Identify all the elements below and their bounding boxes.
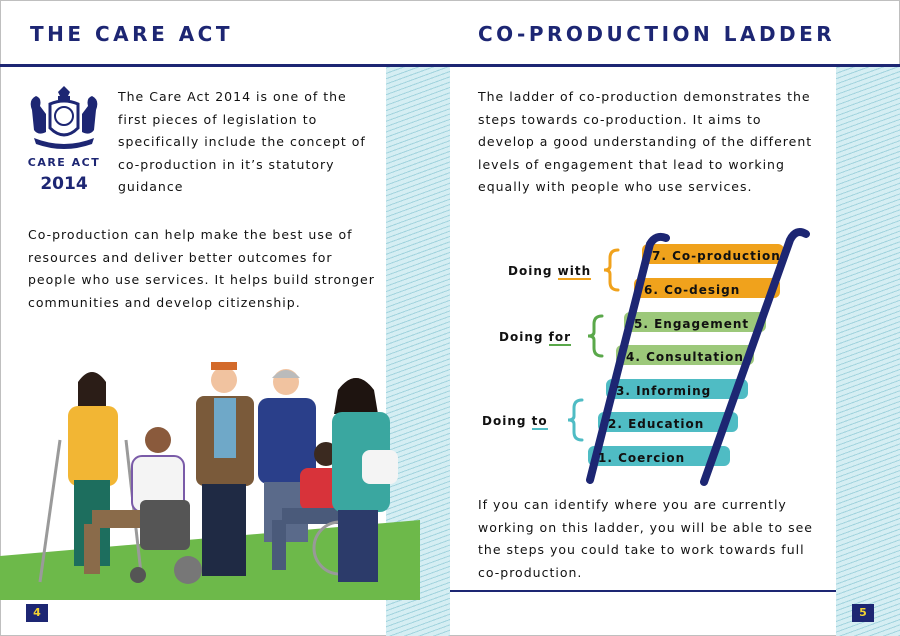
doing-to-keyword: to xyxy=(531,414,548,428)
ladder-step-7: 7. Co-production xyxy=(652,249,781,263)
doing-with-label xyxy=(508,264,591,278)
right-page-title: CO-PRODUCTION LADDER xyxy=(478,22,836,46)
left-header-rule xyxy=(0,64,450,67)
ladder-step-3: 3. Informing xyxy=(616,384,712,398)
ladder-intro: The ladder of co-production demonstrates the steps towards co-production. It aims to develop a good understanding of the different levels of engagement that lead to working equally with people who use services. xyxy=(478,89,813,194)
care-act-intro: The Care Act 2014 is one of the first pieces of legislation to specifically include the concept of co-production in it’s statutory guidance xyxy=(118,89,366,194)
ladder-step-6: 6. Co-design xyxy=(644,283,741,297)
right-page-stripe xyxy=(836,67,900,636)
ladder-outro: If you can identify where you are currently working on this ladder, you will be able to see the steps you could take to work towards full co-production. xyxy=(478,497,813,580)
brace-for xyxy=(588,316,602,356)
crest-year: 2014 xyxy=(40,174,88,194)
brace-with xyxy=(604,250,618,290)
right-bottom-rule xyxy=(450,590,836,592)
doing-for-label xyxy=(499,330,571,344)
left-page-title: THE CARE ACT xyxy=(30,22,233,46)
doing-with-keyword: with xyxy=(557,264,592,278)
royal-crest-icon xyxy=(24,86,104,156)
left-page-number: 4 xyxy=(26,604,48,622)
ladder-step-5: 5. Engagement xyxy=(634,317,750,331)
co-production-paragraph: Co-production can help make the best use of resources and deliver better outcomes for people who use services. It helps build stronger communities and develop citizenship. xyxy=(28,227,375,310)
ladder-step-1: 1. Coercion xyxy=(598,451,686,465)
doing-to-label xyxy=(482,414,548,428)
person-lanyard-illustration xyxy=(196,362,254,576)
brace-to xyxy=(568,400,582,440)
right-header-rule xyxy=(450,64,900,67)
crest-label: CARE ACT xyxy=(27,156,101,169)
ladder-step-4: 4. Consultation xyxy=(626,350,744,364)
doing-for-keyword: for xyxy=(548,330,572,344)
community-people-illustration xyxy=(0,350,420,600)
right-page-number: 5 xyxy=(852,604,874,622)
doing-to-prefix: Doing xyxy=(482,414,527,428)
doing-with-prefix: Doing xyxy=(508,264,553,278)
doing-for-prefix: Doing xyxy=(499,330,544,344)
ladder-step-2: 2. Education xyxy=(608,417,705,431)
